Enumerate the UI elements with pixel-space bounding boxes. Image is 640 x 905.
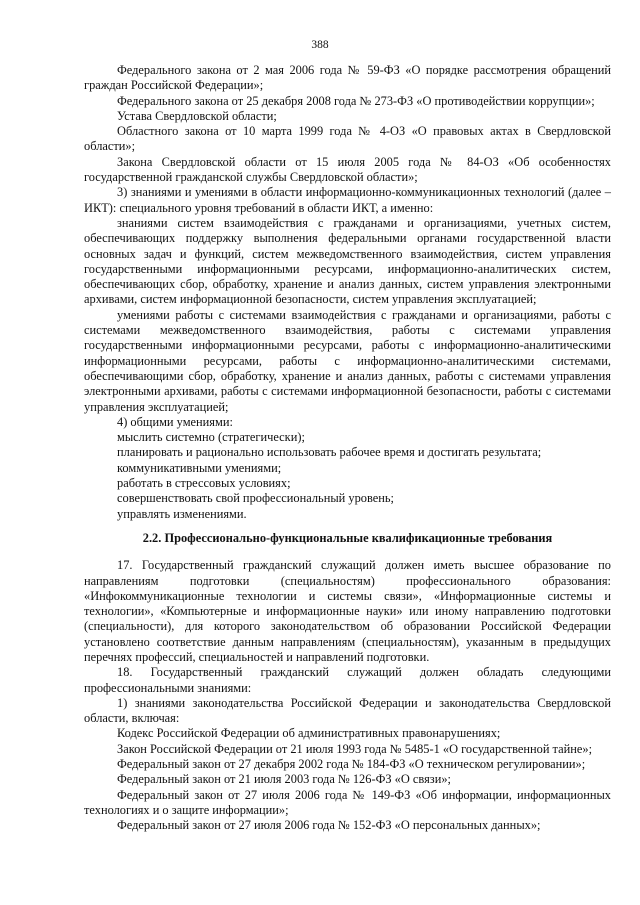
paragraph: Закон Российской Федерации от 21 июля 1993 года № 5485-1 «О государственной тайне»; bbox=[117, 741, 593, 756]
paragraph: 4) общими умениями: bbox=[117, 414, 233, 429]
paragraph: управлять изменениями. bbox=[117, 506, 247, 521]
paragraph: 17. Государственный гражданский служащий должен иметь высшее образование по направлениям подготовки (специальностям) профессионального образования: «Инфокоммуникационные технологии и системы связи», «Информационные системы и технологии», «Компьютерные и информационные науки» или иному направлению подготовки (специальности), для которого законодательством об образовании Российской Федерации установлено соответствие данным направлениям (специальностям), указанным в предыдущих перечнях профессий, специальностей и направлений подготовки. bbox=[84, 558, 611, 664]
paragraph: Кодекс Российской Федерации об административных правонарушениях; bbox=[117, 726, 501, 741]
section-heading: 2.2. Профессионально-функциональные квалификационные требования bbox=[142, 530, 553, 545]
paragraph: коммуникативными умениями; bbox=[117, 460, 282, 475]
paragraph: Областного закона от 10 марта 1999 года № 4-ОЗ «О правовых актах в Свердловской области»; bbox=[84, 124, 611, 154]
paragraph: совершенствовать свой профессиональный уровень; bbox=[117, 491, 394, 506]
paragraphs-after-heading bbox=[84, 558, 611, 833]
paragraph: работать в стрессовых условиях; bbox=[117, 476, 291, 491]
paragraph: мыслить системно (стратегически); bbox=[117, 430, 305, 445]
paragraph: Федеральный закон от 27 июля 2006 года № 152-ФЗ «О персональных данных»; bbox=[117, 818, 541, 833]
paragraph: Федерального закона от 2 мая 2006 года № 59-ФЗ «О порядке рассмотрения обращений граждан Российской Федерации»; bbox=[84, 63, 611, 93]
paragraph: Устава Свердловской области; bbox=[117, 108, 277, 123]
paragraph: 18. Государственный гражданский служащий должен обладать следующими профессиональными знаниями: bbox=[84, 665, 611, 695]
paragraph: 3) знаниями и умениями в области информационно-коммуникационных технологий (далее – ИКТ): специального уровня требований в области ИКТ, а именно: bbox=[84, 185, 611, 215]
paragraph: Федерального закона от 25 декабря 2008 года № 273-ФЗ «О противодействии коррупции»; bbox=[117, 93, 595, 108]
paragraph: Закона Свердловской области от 15 июля 2005 года № 84-ОЗ «Об особенностях государственной гражданской службы Свердловской области»; bbox=[84, 154, 611, 185]
document-body bbox=[84, 63, 611, 834]
paragraph: умениями работы с системами взаимодействия с гражданами и организациями, работы с системами межведомственного взаимодействия, работы с системами управления государственными информационными ресурсами, работы с информационно-аналитическими информационными ресурсами, работы с информационно-аналитическими системами, обеспечивающими сбор, обработку, хранение и анализ данных, работы с системами управления электронными архивами, работы с системами информационной безопасности, работы с системами управления эксплуатацией; bbox=[84, 307, 611, 414]
paragraph: планировать и рационально использовать рабочее время и достигать результата; bbox=[117, 445, 542, 460]
paragraph: 1) знаниями законодательства Российской Федерации и законодательства Свердловской области, включая: bbox=[84, 695, 611, 726]
paragraphs-before-heading bbox=[84, 63, 611, 522]
paragraph: Федеральный закон от 21 июля 2003 года № 126-ФЗ «О связи»; bbox=[117, 772, 451, 787]
paragraph: Федеральный закон от 27 июля 2006 года № 149-ФЗ «Об информации, информационных технологиях и о защите информации»; bbox=[84, 787, 611, 817]
paragraph: Федеральный закон от 27 декабря 2002 года № 184-ФЗ «О техническом регулировании»; bbox=[117, 757, 586, 772]
paragraph: знаниями систем взаимодействия с гражданами и организациями, учетных систем, обеспечивающих поддержку выполнения федеральными органами государственной власти основных задач и функций, систем межведомственного взаимодействия, систем управления государственными информационными ресурсами, информационно-аналитических систем, обеспечивающих сбор, обработку, хранение и анализ данных, систем управления электронными архивами, систем информационной безопасности, систем управления эксплуатацией; bbox=[84, 215, 611, 307]
page-number: 388 bbox=[311, 39, 329, 51]
